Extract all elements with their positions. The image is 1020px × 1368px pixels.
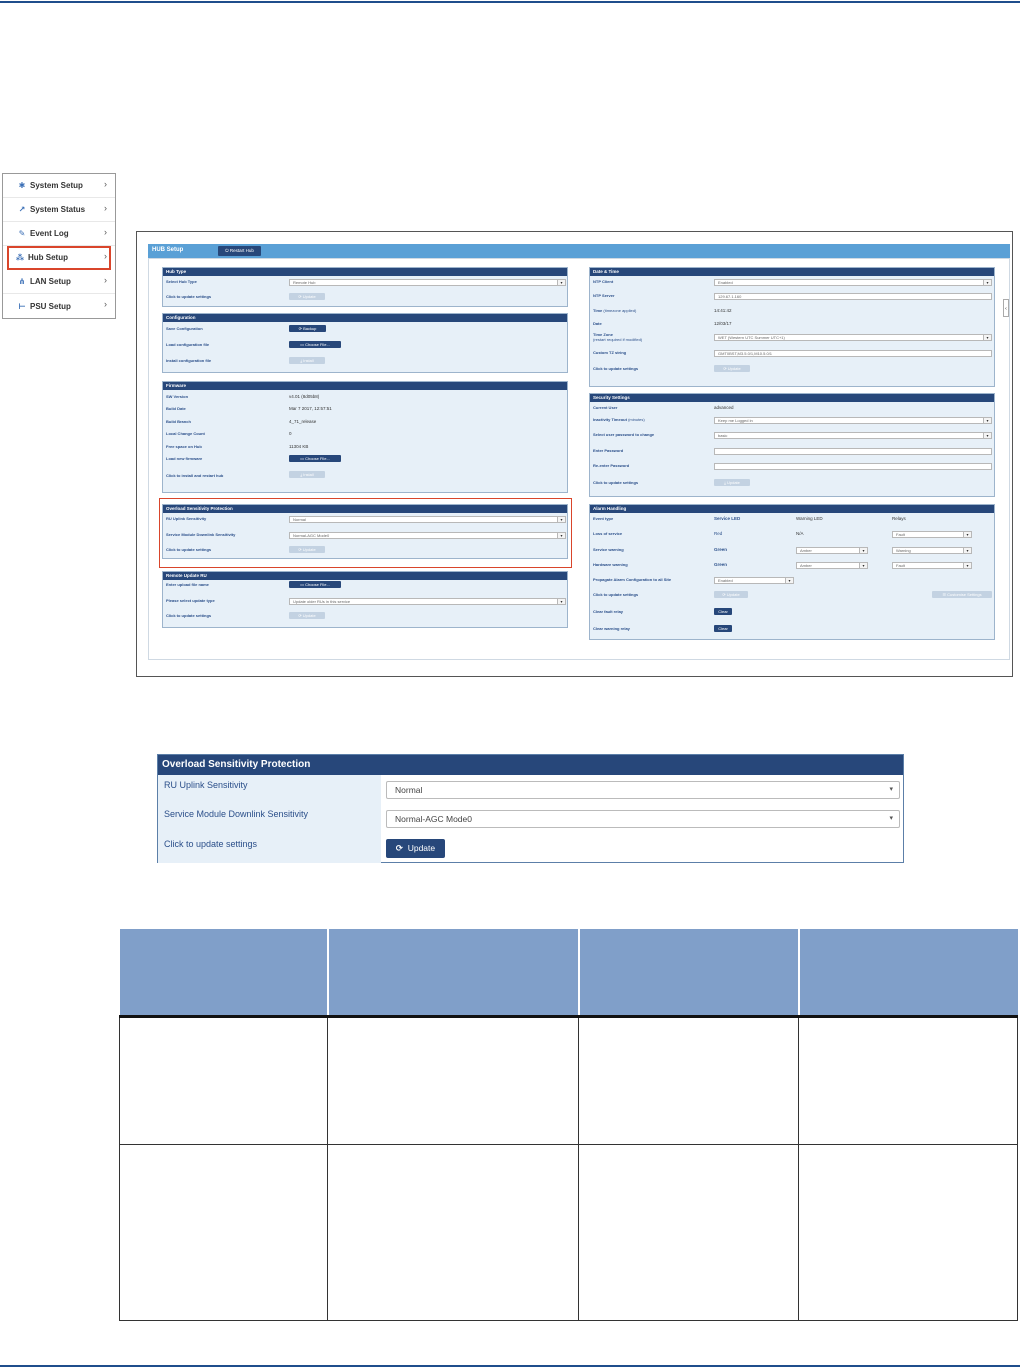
field-value: Normal-AGC Mode0 <box>293 533 330 538</box>
table-cell <box>328 1144 579 1320</box>
panel-configuration <box>162 313 568 373</box>
row-label: Select Hub Type <box>166 279 197 284</box>
select-value: Normal <box>395 785 423 795</box>
column-header: Event type <box>593 516 614 521</box>
nav-item-hub-setup[interactable] <box>7 246 111 270</box>
dropdown-arrow-icon: ▾ <box>983 433 991 438</box>
panel-remote-update-ru <box>162 571 568 628</box>
highlight-box <box>159 498 572 568</box>
chevron-right-icon: › <box>104 299 107 309</box>
row-label: Free space on Hub <box>166 444 202 449</box>
button-label: Install <box>303 472 314 477</box>
table-cell <box>579 1144 799 1320</box>
button-label: Customise Settings <box>947 592 982 597</box>
nav-item-label: Event Log <box>30 229 69 238</box>
panel-alarm-handling <box>589 504 995 640</box>
row-label: Propagate Alarm Configuration to all Site <box>593 577 672 582</box>
panel-title: Alarm Handling <box>590 505 994 513</box>
row-note: (minutes) <box>628 417 645 422</box>
row-label <box>593 417 645 422</box>
row-label: RU Uplink Sensitivity <box>166 516 207 521</box>
overload-update-button-mini[interactable]: ⟳ Update <box>289 546 325 553</box>
table-cell <box>120 1144 328 1320</box>
panel-title: Remote Update RU <box>163 572 567 580</box>
row-label: Service Module Downlink Sensitivity <box>166 532 236 537</box>
top-rule <box>0 1 1020 3</box>
chevron-right-icon: › <box>104 251 107 261</box>
nav-item-system-status[interactable] <box>3 198 115 222</box>
row-label <box>593 308 636 313</box>
row-label: Load configuration file <box>166 342 210 347</box>
row-label: Service warning <box>593 547 624 552</box>
panel-title: Security Settings <box>590 394 994 402</box>
hub-icon: ⁂ <box>15 253 25 262</box>
row-label: Click to update settings <box>166 547 212 552</box>
row-label: Build Branch <box>166 419 191 424</box>
sm-downlink-select[interactable] <box>386 810 900 828</box>
row-label: Click to update settings <box>166 613 212 618</box>
row-value: 0 <box>289 431 292 436</box>
field-value: Update older RUs in this service <box>293 599 351 604</box>
row-label: Save Configuration <box>166 326 203 331</box>
firmware-install-button[interactable]: ⤓ Install <box>289 471 325 478</box>
row-label: Load new firmware <box>166 456 203 461</box>
bottom-rule <box>0 1365 1020 1367</box>
dropdown-arrow-icon: ▾ <box>557 533 565 538</box>
table-cell <box>579 1016 799 1144</box>
clear-warning-button[interactable]: Clear <box>714 625 732 632</box>
select-value: Normal-AGC Mode0 <box>395 814 472 824</box>
enter-password-input[interactable] <box>714 448 992 455</box>
restart-hub-button[interactable]: ⏻ Restart Hub <box>218 246 261 256</box>
panel-title: Overload Sensitivity Protection <box>163 505 567 513</box>
propagate-select[interactable] <box>714 577 794 584</box>
field-value: basic <box>718 433 728 438</box>
select-user-select[interactable] <box>714 432 992 439</box>
hub-setup-header <box>148 244 1010 258</box>
button-label: Update <box>727 366 741 371</box>
row-value: Green <box>714 547 728 552</box>
custom-tz-input[interactable] <box>714 350 992 357</box>
field-value: Normal <box>293 517 306 522</box>
nav-item-label: PSU Setup <box>30 301 71 311</box>
row-label: Time Zone <box>593 332 613 337</box>
hw-warning-select[interactable] <box>796 562 868 569</box>
row-value: Green <box>714 562 728 567</box>
dropdown-arrow-icon: ▾ <box>963 548 971 553</box>
remote-choose-file-button[interactable]: ▭ Choose File... <box>289 581 341 588</box>
nav-item-label: LAN Setup <box>30 277 71 286</box>
row-label: Click to update settings <box>593 366 639 371</box>
side-nav-menu <box>2 173 116 319</box>
row-label: Install configuration file <box>166 358 212 363</box>
dropdown-arrow-icon: ▾ <box>963 563 971 568</box>
row-note: (timezone applied) <box>603 308 637 313</box>
row-label: Current User <box>593 405 618 410</box>
hw-relay-select[interactable] <box>892 562 972 569</box>
table-cell <box>799 1016 1018 1144</box>
panel-title: Overload Sensitivity Protection <box>158 755 903 775</box>
row-label: Date <box>593 321 602 326</box>
chevron-right-icon: › <box>104 203 107 213</box>
row-label: Local Change Count <box>166 431 205 436</box>
panel-title: Date & Time <box>590 268 994 276</box>
overload-sensitivity-panel <box>157 754 904 863</box>
hub-setup-title: HUB Setup <box>152 247 184 253</box>
row-value: N/A <box>796 531 804 536</box>
table-header-row <box>120 929 1018 1016</box>
row-note: (restart required if modified) <box>593 337 643 342</box>
row-label-text: Inactivity Timeout <box>593 417 627 422</box>
backup-button[interactable]: ⟳ Backup <box>289 325 326 332</box>
nav-item-label: System Setup <box>30 181 83 190</box>
row-value: Red <box>714 531 723 536</box>
reenter-password-input[interactable] <box>714 463 992 470</box>
collapse-tab-icon[interactable]: ‹ <box>1003 299 1009 317</box>
customise-settings-button[interactable]: ☰ Customise Settings <box>932 591 992 598</box>
security-update-button[interactable]: ⤓ Update <box>714 479 750 486</box>
row-value: advanced <box>714 405 734 410</box>
header-cell <box>328 929 579 1016</box>
row-value: v4.01 (8d05b8) <box>289 394 320 399</box>
dropdown-arrow-icon: ▾ <box>859 548 867 553</box>
network-icon: ⋔ <box>18 277 26 286</box>
nav-item-system-setup[interactable] <box>3 174 115 198</box>
chart-icon: ↗ <box>18 205 26 214</box>
header-cell <box>120 929 328 1016</box>
inactivity-timeout-select[interactable] <box>714 417 992 424</box>
dropdown-caret-icon: ▾ <box>889 786 893 793</box>
row-label: Select user password to change <box>593 432 655 437</box>
row-label: Loss of service <box>593 531 623 536</box>
table-cell <box>120 1016 328 1144</box>
button-label: Update <box>726 480 740 485</box>
button-label: Update <box>302 613 316 618</box>
row-label: Re-enter Password <box>593 463 630 468</box>
ru-uplink-label: RU Uplink Sensitivity <box>164 780 248 790</box>
column-header: Warning LED <box>796 516 823 521</box>
field-value: Enabled <box>718 578 733 583</box>
row-label: NTP Server <box>593 293 615 298</box>
sm-downlink-label: Service Module Downlink Sensitivity <box>164 809 309 819</box>
panel-security-settings <box>589 393 995 497</box>
field-value: Remote Hub <box>293 280 316 285</box>
edit-icon: ✎ <box>18 229 26 238</box>
field-value: Fault <box>896 532 905 537</box>
chevron-right-icon: › <box>104 179 107 189</box>
column-header: Service LED <box>714 516 741 521</box>
panel-title: Firmware <box>163 382 567 390</box>
button-label: Install <box>303 358 314 363</box>
dropdown-arrow-icon: ▾ <box>983 280 991 285</box>
dropdown-arrow-icon: ▾ <box>963 532 971 537</box>
remote-update-button[interactable]: ⟳ Update <box>289 612 325 619</box>
time-zone-select[interactable] <box>714 334 992 341</box>
button-label: Choose File... <box>305 456 330 461</box>
row-label: Click to update settings <box>166 294 212 299</box>
alarm-update-button[interactable]: ⟳ Update <box>714 591 748 598</box>
update-type-select[interactable] <box>289 598 566 605</box>
header-cell <box>799 929 1018 1016</box>
button-label: Update <box>302 547 316 552</box>
chevron-right-icon: › <box>104 227 107 237</box>
sw-relay-select[interactable] <box>892 547 972 554</box>
row-value: Mar 7 2017, 12:57:51 <box>289 406 332 411</box>
loss-relay-select[interactable] <box>892 531 972 538</box>
nav-item-lan-setup[interactable] <box>3 270 115 294</box>
field-value: Amber <box>800 563 812 568</box>
table-cell <box>328 1016 579 1144</box>
field-value: Keep me Logged in <box>718 418 753 423</box>
hub-setup-body <box>148 258 1010 660</box>
row-label: Click to update settings <box>593 480 639 485</box>
row-label: Build Date <box>166 406 186 411</box>
nav-item-label: System Status <box>30 205 86 214</box>
nav-item-label: Hub Setup <box>28 253 68 262</box>
row-label: Clear warning relay <box>593 626 630 631</box>
datetime-update-button[interactable]: ⟳ Update <box>714 365 750 372</box>
update-button[interactable] <box>386 839 445 858</box>
nav-item-psu-setup[interactable] <box>3 294 115 318</box>
field-value: 129.67.1.160 <box>718 294 742 299</box>
header-cell <box>579 929 799 1016</box>
panel-title: Hub Type <box>163 268 567 276</box>
row-label: SW Version <box>166 394 189 399</box>
button-label: Update <box>302 294 316 299</box>
dropdown-arrow-icon: ▾ <box>557 599 565 604</box>
chevron-right-icon: › <box>104 275 107 285</box>
dropdown-arrow-icon: ▾ <box>557 517 565 522</box>
firmware-choose-file-button[interactable]: ▭ Choose File... <box>289 455 341 462</box>
dropdown-arrow-icon: ▾ <box>859 563 867 568</box>
row-label: Enter upload file name <box>166 582 209 587</box>
row-label-text: Time <box>593 308 603 313</box>
row-label: NTP Client <box>593 279 614 284</box>
row-label: Hardware warning <box>593 562 628 567</box>
dropdown-arrow-icon: ▾ <box>983 335 991 340</box>
button-label: Update <box>726 592 740 597</box>
refresh-icon: ⟳ <box>395 843 403 853</box>
config-choose-file-button[interactable]: ▭ Choose File... <box>289 341 341 348</box>
restart-hub-label: Restart Hub <box>229 248 254 253</box>
row-label: Clear fault relay <box>593 609 624 614</box>
panel-firmware <box>162 381 568 493</box>
hub-setup-screenshot <box>136 231 1013 677</box>
button-label: Backup <box>303 326 317 331</box>
button-label: Choose File... <box>305 582 330 587</box>
field-value: GMT0BST,M3.5.0/1,M10.5.0/1 <box>718 351 773 356</box>
panel-hub-type <box>162 267 568 307</box>
ntp-client-select[interactable] <box>714 279 992 286</box>
description-table <box>119 929 1018 1321</box>
dropdown-caret-icon: ▾ <box>889 815 893 822</box>
sw-warning-select[interactable] <box>796 547 868 554</box>
gear-icon: ✱ <box>18 181 26 190</box>
nav-item-event-log[interactable] <box>3 222 115 246</box>
field-value: Amber <box>800 548 812 553</box>
row-value: 12/03/17 <box>714 321 732 326</box>
panel-title: Configuration <box>163 314 567 322</box>
table-cell <box>799 1144 1018 1320</box>
row-value: 11304 KB <box>289 444 309 449</box>
row-label: Please select update type <box>166 598 215 603</box>
row-label: Click to install and restart hub <box>166 473 224 478</box>
click-update-label: Click to update settings <box>164 839 258 849</box>
dropdown-arrow-icon: ▾ <box>785 578 793 583</box>
clear-fault-button[interactable]: Clear <box>714 608 732 615</box>
config-install-button[interactable]: ⤓ Install <box>289 357 325 364</box>
hub-type-select[interactable] <box>289 279 566 286</box>
ntp-server-input[interactable] <box>714 293 992 300</box>
field-value: WET (Western UTC Summer UTC+1) <box>718 335 785 340</box>
row-value: 14:41:42 <box>714 308 732 313</box>
column-header: Relays <box>892 516 906 521</box>
ru-uplink-select[interactable] <box>386 781 900 799</box>
row-value: 4_71_release <box>289 419 317 424</box>
field-value: Enabled <box>718 280 733 285</box>
dropdown-arrow-icon: ▾ <box>557 280 565 285</box>
panel-date-time <box>589 267 995 387</box>
field-value: Warning <box>896 548 911 553</box>
field-value: Fault <box>896 563 905 568</box>
table-row <box>120 1016 1018 1144</box>
button-label: Update <box>407 843 436 853</box>
hub-type-update-button[interactable]: ⟳ Update <box>289 293 325 300</box>
psu-icon: ⊢ <box>18 301 26 311</box>
row-label: Custom TZ string <box>593 350 627 355</box>
button-label: Choose File... <box>305 342 330 347</box>
row-label: Click to update settings <box>593 592 639 597</box>
table-row <box>120 1144 1018 1320</box>
row-label: Enter Password <box>593 448 624 453</box>
dropdown-arrow-icon: ▾ <box>983 418 991 423</box>
